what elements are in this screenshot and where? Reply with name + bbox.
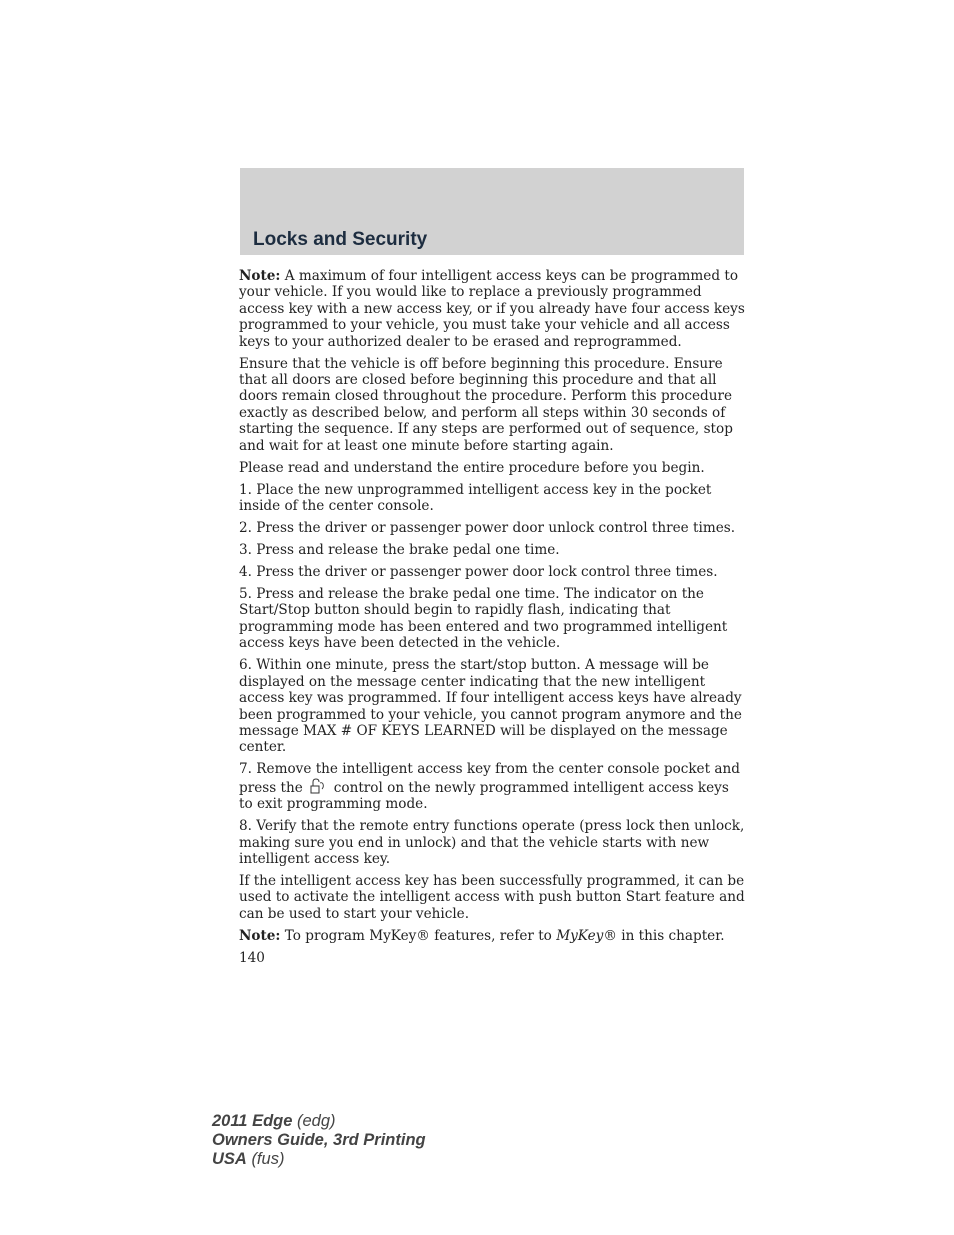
footer xyxy=(212,1112,426,1169)
note-text-2a: To program MyKey® features, refer to xyxy=(284,927,552,944)
unlock-icon xyxy=(309,778,325,794)
page-number: 140 xyxy=(239,949,265,966)
footer-model-code: (edg) xyxy=(297,1112,336,1130)
page-content xyxy=(239,268,745,966)
note-text-2b: in this chapter. xyxy=(621,927,725,944)
step-7-text-before: 7. Remove the intelligent access key from the center console pocket and press the xyxy=(239,761,740,796)
success-paragraph: If the intelligent access key has been successfully programmed, it can be used to activate the intelligent access with push button Start feature and can be used to start your vehicle. xyxy=(239,872,745,922)
step-8: 8. Verify that the remote entry functions operate (press lock then unlock, making sure you end in unlock) and that the vehicle starts with new intelligent access key. xyxy=(239,818,745,867)
step-4: 4. Press the driver or passenger power door lock control three times. xyxy=(239,564,718,581)
note-text: A maximum of four intelligent access keys can be programmed to your vehicle. If you would like to replace a previously programmed access key with a new access key, or if you already have four access keys programmed to your vehicle, you must take your vehicle and all access keys to your authorized dealer to be erased and reprogrammed. xyxy=(239,268,745,350)
ensure-paragraph: Ensure that the vehicle is off before beginning this procedure. Ensure that all doors are closed before beginning this procedure and that all doors remain closed throughout the procedure. Perform this procedure exactly as described below, and perform all steps within 30 seconds of starting the sequence. If any steps are performed out of sequence, stop and wait for at least one minute before starting again. xyxy=(239,355,733,454)
footer-model: 2011 Edge xyxy=(212,1112,293,1130)
step-7-text-after: control on the newly programmed intelligent access keys to exit programming mode. xyxy=(239,779,729,813)
step-3: 3. Press and release the brake pedal one time. xyxy=(239,542,560,559)
step-5: 5. Press and release the brake pedal one time. The indicator on the Start/Stop button should begin to rapidly flash, indicating that programming mode has been entered and two programmed intelligent access keys have been detected in the vehicle. xyxy=(239,586,728,652)
footer-guide: Owners Guide, 3rd Printing xyxy=(212,1131,426,1149)
section-header xyxy=(240,168,744,255)
section-title: Locks and Security xyxy=(253,229,428,250)
note-label: Note: xyxy=(239,268,281,284)
footer-region-code: (fus) xyxy=(251,1150,285,1168)
step-6: 6. Within one minute, press the start/stop button. A message will be displayed on the message center indicating that the new intelligent access key was programmed. If four intelligent access keys have already been programmed to your vehicle, you cannot program anymore and the message MAX # OF KEYS LEARNED will be displayed on the message center. xyxy=(239,657,742,756)
step-1: 1. Place the new unprogrammed intelligent access key in the pocket inside of the center console. xyxy=(239,481,712,515)
mykey-reference: MyKey® xyxy=(556,927,617,944)
please-paragraph: Please read and understand the entire procedure before you begin. xyxy=(239,459,705,476)
step-2: 2. Press the driver or passenger power door unlock control three times. xyxy=(239,520,736,537)
footer-line-3 xyxy=(212,1150,426,1169)
note-paragraph xyxy=(239,268,745,350)
note-label-2: Note: xyxy=(239,927,281,944)
footer-line-2 xyxy=(212,1131,426,1150)
footer-line-1 xyxy=(212,1112,426,1131)
step-7 xyxy=(239,761,745,812)
note-paragraph-2 xyxy=(239,928,745,944)
footer-region: USA xyxy=(212,1150,247,1168)
